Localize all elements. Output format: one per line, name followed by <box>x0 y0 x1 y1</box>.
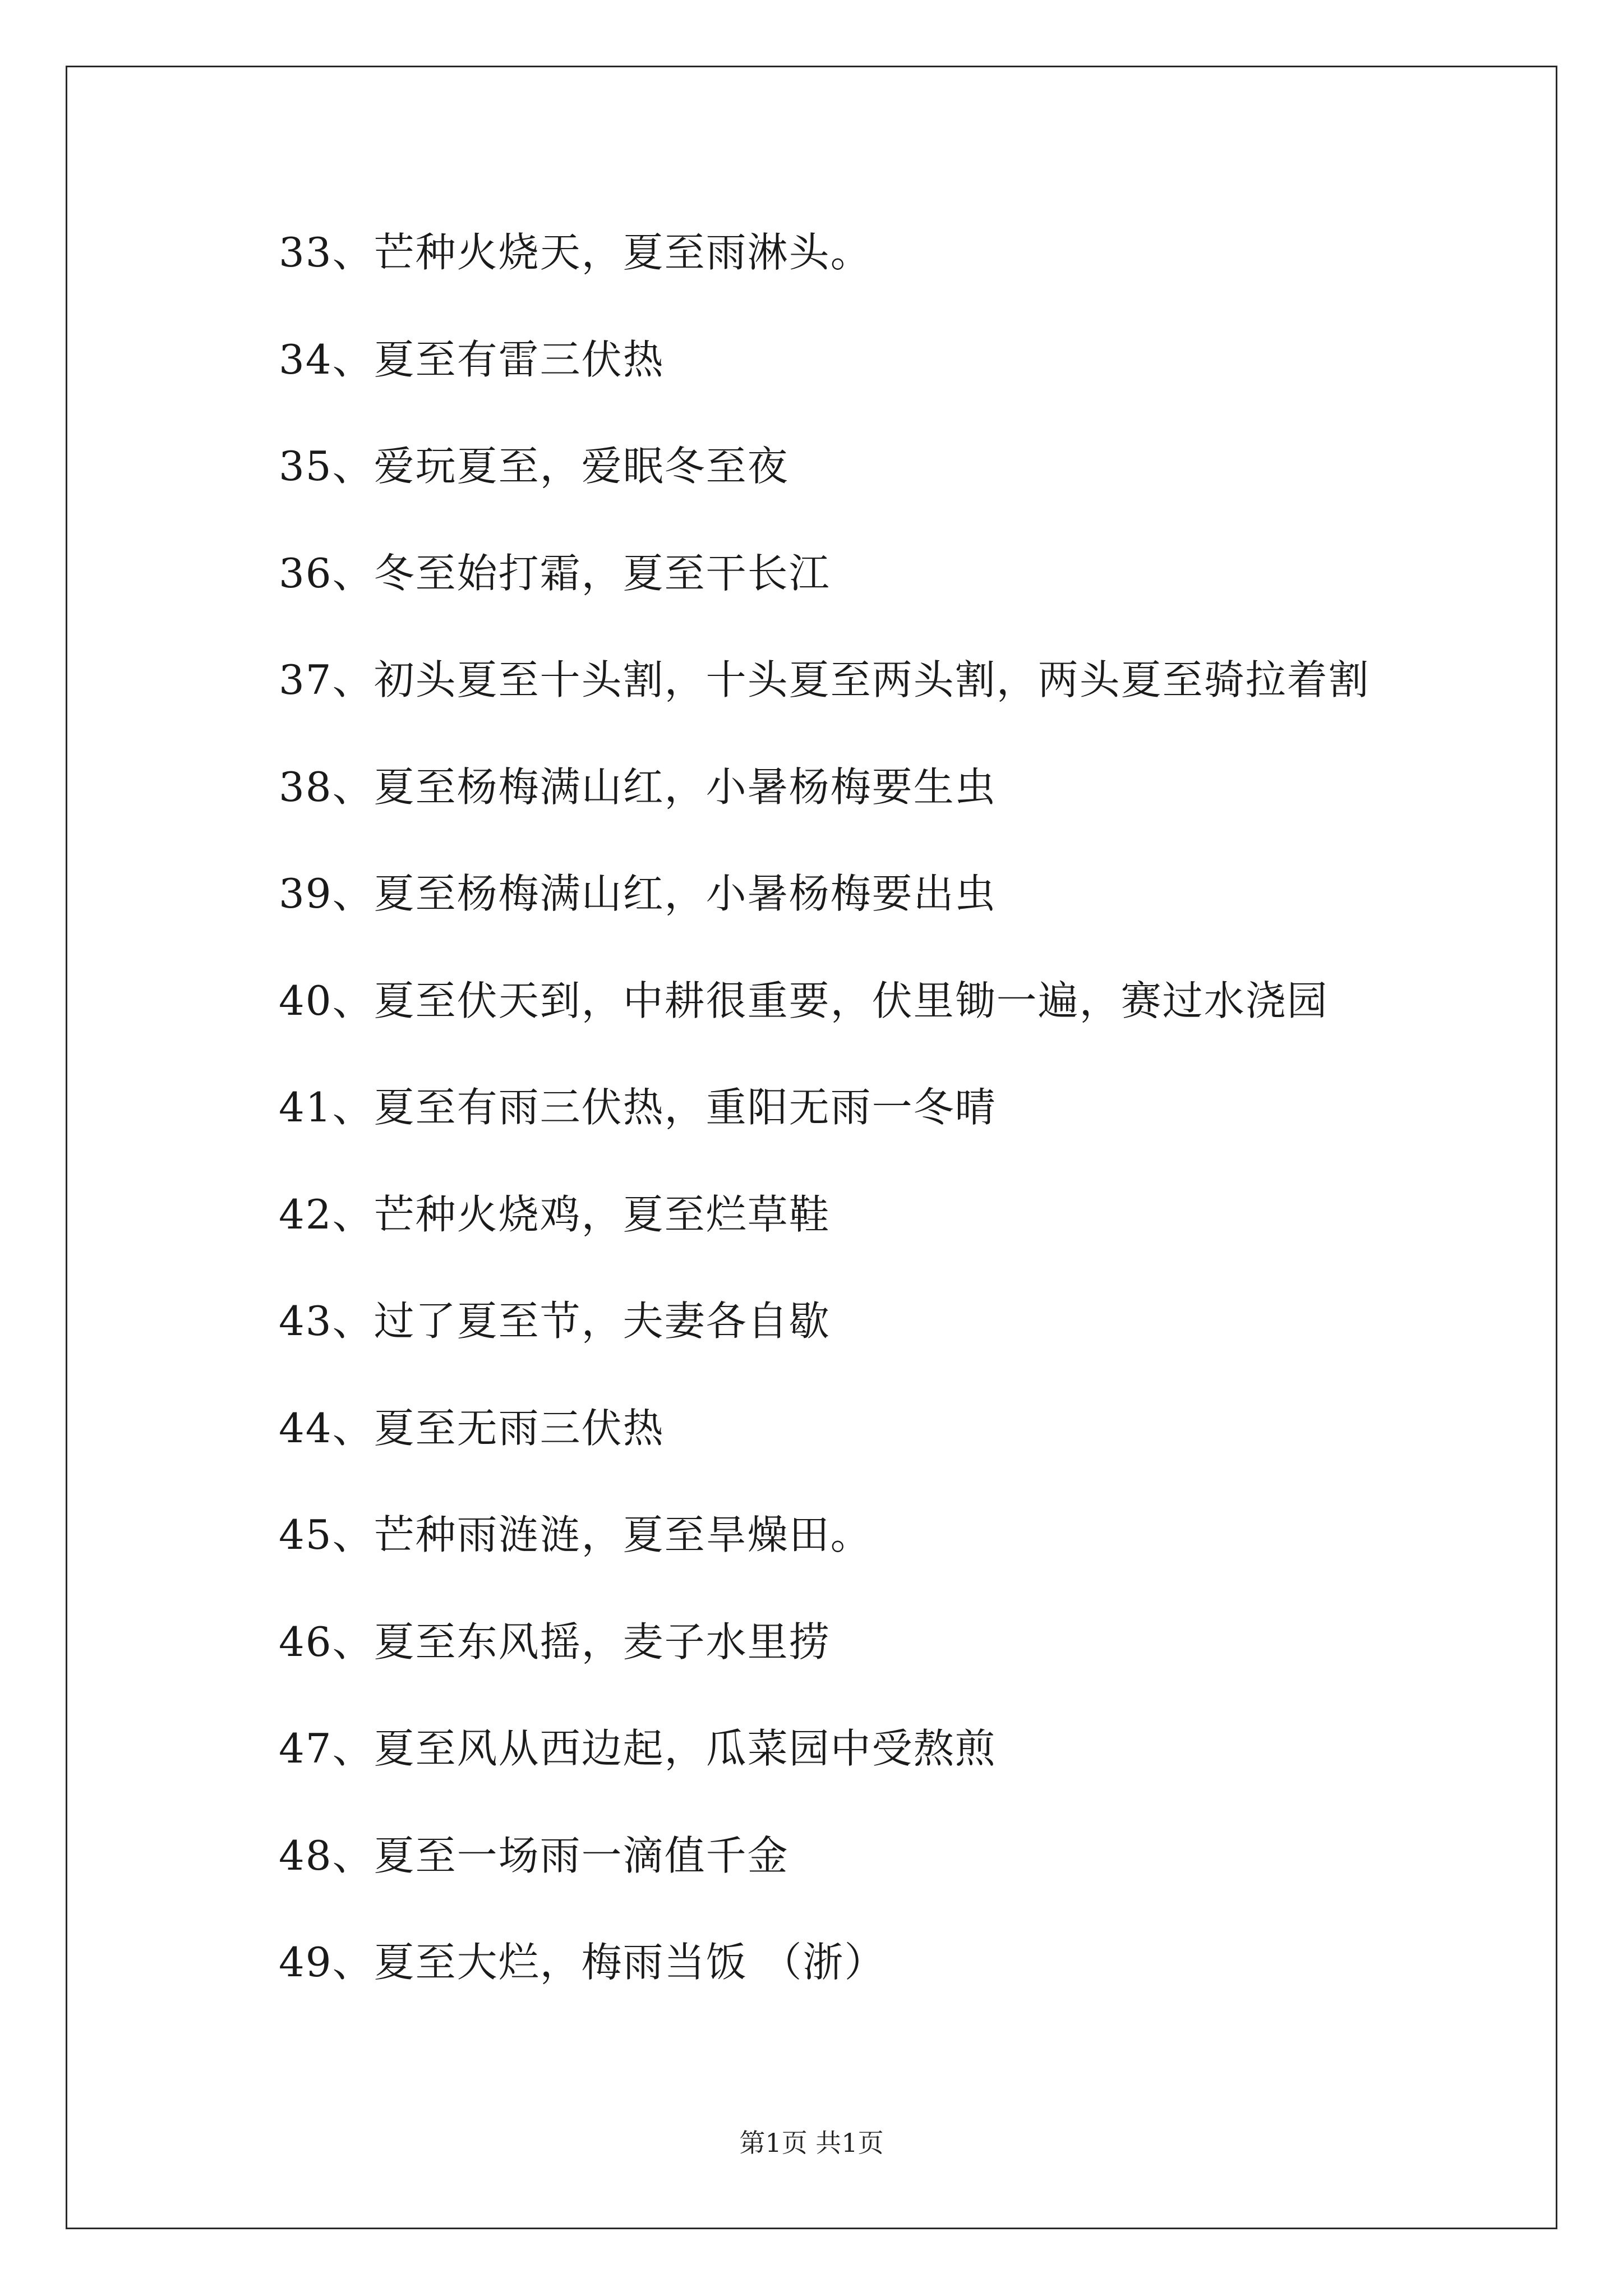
list-item: 33、芒种火烧天，夏至雨淋头。 <box>279 229 872 276</box>
list-item: 37、初头夏至十头割，十头夏至两头割，两头夏至骑拉着割 <box>279 656 1370 703</box>
list-item: 47、夏至风从西边起，瓜菜园中受熬煎 <box>279 1725 997 1772</box>
list-item: 41、夏至有雨三伏热，重阳无雨一冬晴 <box>279 1084 997 1131</box>
list-item: 36、冬至始打霜，夏至干长江 <box>279 549 831 597</box>
list-item: 43、过了夏至节，夫妻各自歇 <box>279 1297 831 1345</box>
list-item: 35、爱玩夏至，爱眠冬至夜 <box>279 443 789 490</box>
list-item: 48、夏至一场雨一滴值千金 <box>279 1832 789 1879</box>
list-item: 42、芒种火烧鸡，夏至烂草鞋 <box>279 1190 831 1238</box>
list-item: 39、夏至杨梅满山红，小暑杨梅要出虫 <box>279 870 997 917</box>
list-item: 49、夏至大烂，梅雨当饭 （浙） <box>279 1939 886 1986</box>
proverb-list <box>279 222 1513 2039</box>
page-footer: 第1页 共1页 <box>739 2128 884 2158</box>
list-item: 44、夏至无雨三伏热 <box>279 1404 665 1452</box>
list-item: 40、夏至伏天到，中耕很重要，伏里锄一遍，赛过水浇园 <box>279 977 1329 1024</box>
list-item: 46、夏至东风摇，麦子水里捞 <box>279 1618 831 1665</box>
list-item: 45、芒种雨涟涟，夏至旱燥田。 <box>279 1511 872 1558</box>
list-item: 34、夏至有雷三伏热 <box>279 335 665 383</box>
list-item: 38、夏至杨梅满山红，小暑杨梅要生虫 <box>279 763 997 811</box>
